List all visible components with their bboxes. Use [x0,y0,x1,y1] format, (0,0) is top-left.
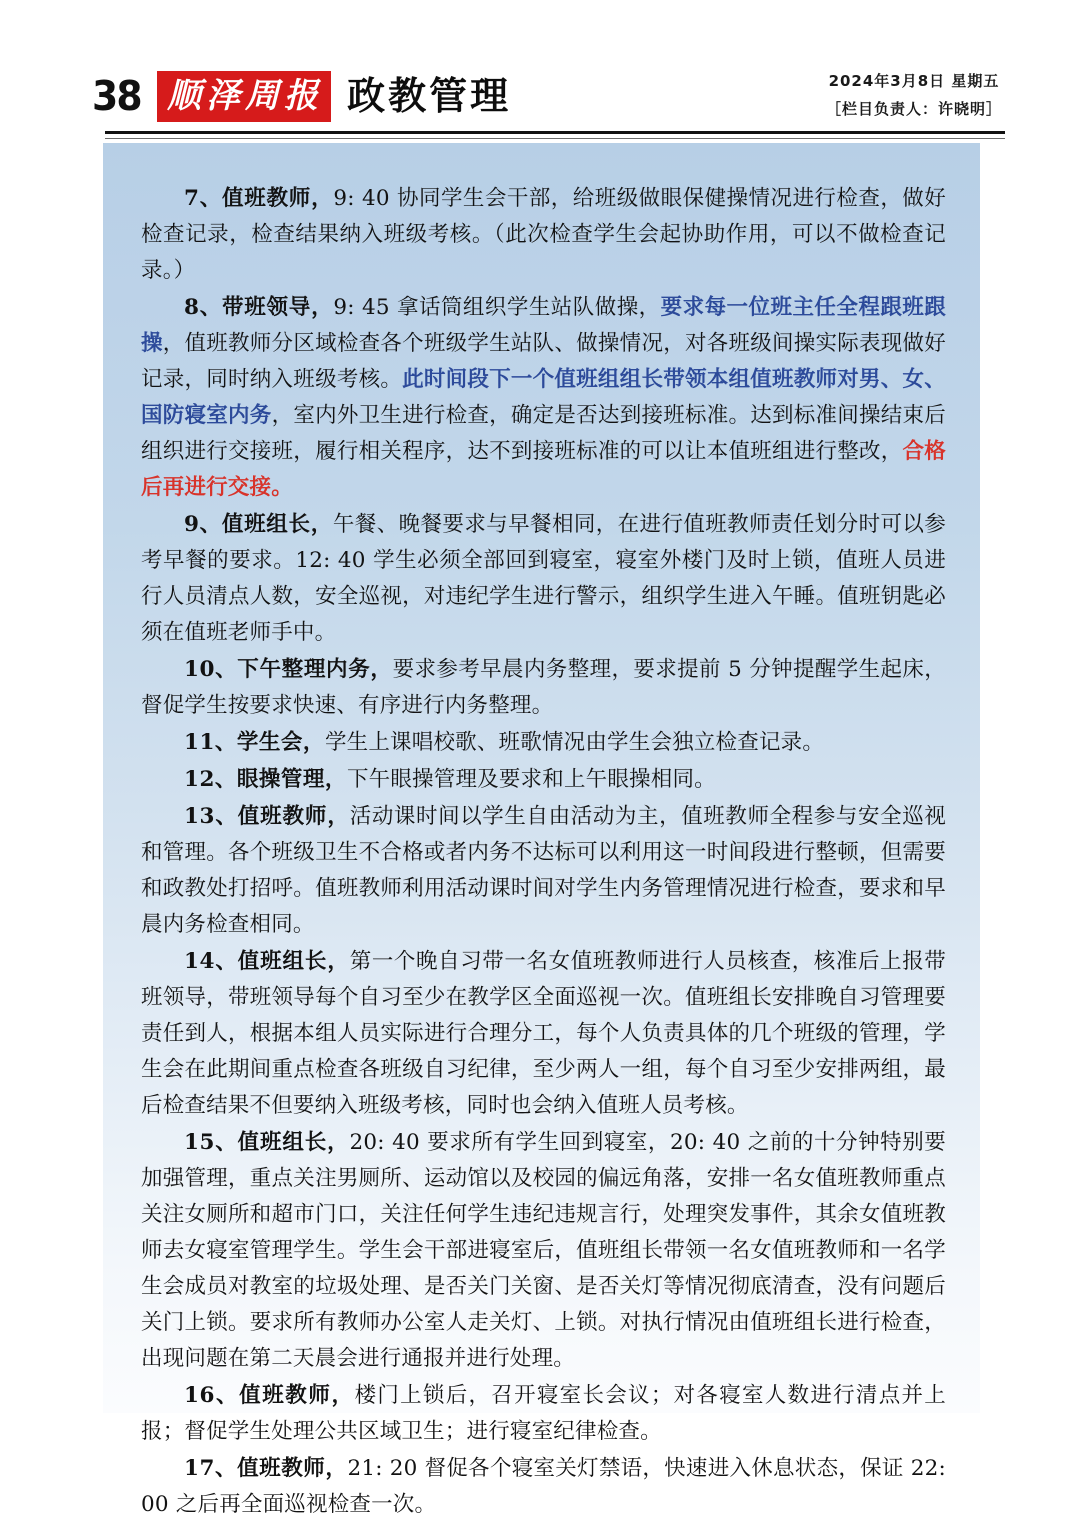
masthead-meta-group [826,70,1002,119]
article-paragraph [141,725,946,761]
paragraph-lead-term: 值班教师， [237,804,350,829]
paragraph-number: 12、 [184,767,237,792]
article-paragraph [141,944,946,1124]
paragraph-text: 20: 40 要求所有学生回到寝室，20: 40 之前的十分钟特别要加强管理，重点关注男厕所、运动馆以及校园的偏远角落，安排一名女值班教师重点关注女厕所和超市门口，关注任何学生违纪违规言行，处理突发事件，其余女值班教师去女寝室管理学生。学生会干部进寝室后，值班组长带领一名女值班教师和一名学生会成员对教室的垃圾处理、是否关门关窗、是否关灯等情况彻底清查，没有问题后关门上锁。要求所有教师办公室人走关灯、上锁。对执行情况由值班组长进行检查，出现问题在第二天晨会进行通报并进行处理。 [141,1130,946,1371]
paragraph-number: 17、 [184,1456,238,1481]
article-paragraph [141,1378,946,1450]
paragraph-lead-term: 学生会， [236,730,325,755]
masthead-divider-rule [105,131,1005,139]
issue-date: 2024年3月8日 星期五 [828,72,1000,90]
highlighted-text-blue: 此时间段下一个值班组组长带领本组值班教师对男、女、国防寝室内务 [141,367,946,428]
paragraph-text: 学生上课唱校歌、班歌情况由学生会独立检查记录。 [324,730,825,755]
article-paragraph [141,762,946,798]
paragraph-lead-term: 值班组长， [221,512,333,537]
paragraph-number: 8、 [184,295,222,320]
issue-number: 38 [92,71,141,120]
paragraph-text: 9: 40 协同学生会干部，给班级做眼保健操情况进行检查，做好检查记录，检查结果纳入班级考核。（此次检查学生会起协助作用，可以不做检查记录。） [141,186,946,283]
paragraph-text: ，值班教师分区域检查各个班级学生站队、做操情况，对各班级间操实际表现做好记录，同时纳入班级考核。 [141,331,946,392]
paragraph-text: 楼门上锁后，召开寝室长会议；对各寝室人数进行清点并上报；督促学生处理公共区域卫生；进行寝室纪律检查。 [141,1383,946,1444]
paragraph-lead-term: 值班组长， [237,949,350,974]
paragraph-lead-term: 值班教师， [239,1383,355,1408]
highlighted-text-red: 合格后再进行交接。 [141,439,946,500]
article-body-panel [103,143,980,1517]
highlighted-text-blue: 要求每一位班主任全程跟班跟操 [141,295,946,356]
paragraph-lead-term: 值班组长， [237,1130,350,1155]
paper-name-logo: 顺泽周报 [157,71,331,122]
article-paragraph [141,1451,946,1523]
article-paragraph [141,1125,946,1377]
paragraph-number: 14、 [184,949,238,974]
paragraph-number: 11、 [184,730,237,755]
paragraph-text: 要求参考早晨内务整理，要求提前 5 分钟提醒学生起床，督促学生按要求快速、有序进行内务整理。 [141,657,947,718]
article-paragraph [141,799,946,943]
paragraph-text: 活动课时间以学生自由活动为主，值班教师全程参与安全巡视和管理。各个班级卫生不合格或者内务不达标可以利用这一时间段进行整顿，但需要和政教处打招呼。值班教师利用活动课时间对学生内务管理情况进行检查，要求和早晨内务检查相同。 [141,804,946,937]
paragraph-list [141,181,946,1523]
paragraph-number: 7、 [184,186,222,211]
paragraph-number: 13、 [184,804,238,829]
paragraph-text: 下午眼操管理及要求和上午眼操相同。 [346,767,716,792]
page-masthead [0,0,1080,143]
paragraph-text: 21: 20 督促各个寝室关灯禁语，快速进入休息状态，保证 22: 00 之后再全面巡视检查一次。 [141,1456,946,1517]
paragraph-number: 9、 [184,512,222,537]
paragraph-text: 9: 45 拿话筒组织学生站队做操， [333,295,661,320]
article-paragraph [141,507,946,651]
paragraph-number: 10、 [184,657,238,682]
masthead-brand-group [92,68,511,124]
paragraph-lead-term: 值班教师， [222,186,334,211]
section-title: 政教管理 [347,74,512,118]
paragraph-number: 15、 [184,1130,238,1155]
column-editor: ［栏目负责人：许晓明］ [825,100,1002,118]
paragraph-text: ，室内外卫生进行检查，确定是否达到接班标准。达到标准间操结束后组织进行交接班，履行相关程序，达不到接班标准的可以让本值班组进行整改， [141,403,946,464]
paragraph-lead-term: 下午整理内务， [237,657,393,682]
article-paragraph [141,181,946,289]
paragraph-lead-term: 值班教师， [237,1456,348,1481]
paragraph-lead-term: 带班领导， [222,295,334,320]
article-paragraph [141,290,946,506]
paragraph-text: 午餐、晚餐要求与早餐相同，在进行值班教师责任划分时可以参考早餐的要求。12: 40 学生必须全部回到寝室，寝室外楼门及时上锁，值班人员进行人员清点人数，安全巡视，对违纪学生进行警示，组织学生进入午睡。值班钥匙必须在值班老师手中。 [141,512,946,645]
article-paragraph [141,652,946,724]
paragraph-text: 第一个晚自习带一名女值班教师进行人员核查，核准后上报带班领导，带班领导每个自习至少在教学区全面巡视一次。值班组长安排晚自习管理要责任到人，根据本组人员实际进行合理分工，每个人负责具体的几个班级的管理，学生会在此期间重点检查各班级自习纪律，至少两人一组，每个自习至少安排两组，最后检查结果不但要纳入班级考核，同时也会纳入值班人员考核。 [141,949,946,1118]
paragraph-lead-term: 眼操管理， [236,767,347,792]
paragraph-number: 16、 [184,1383,240,1408]
